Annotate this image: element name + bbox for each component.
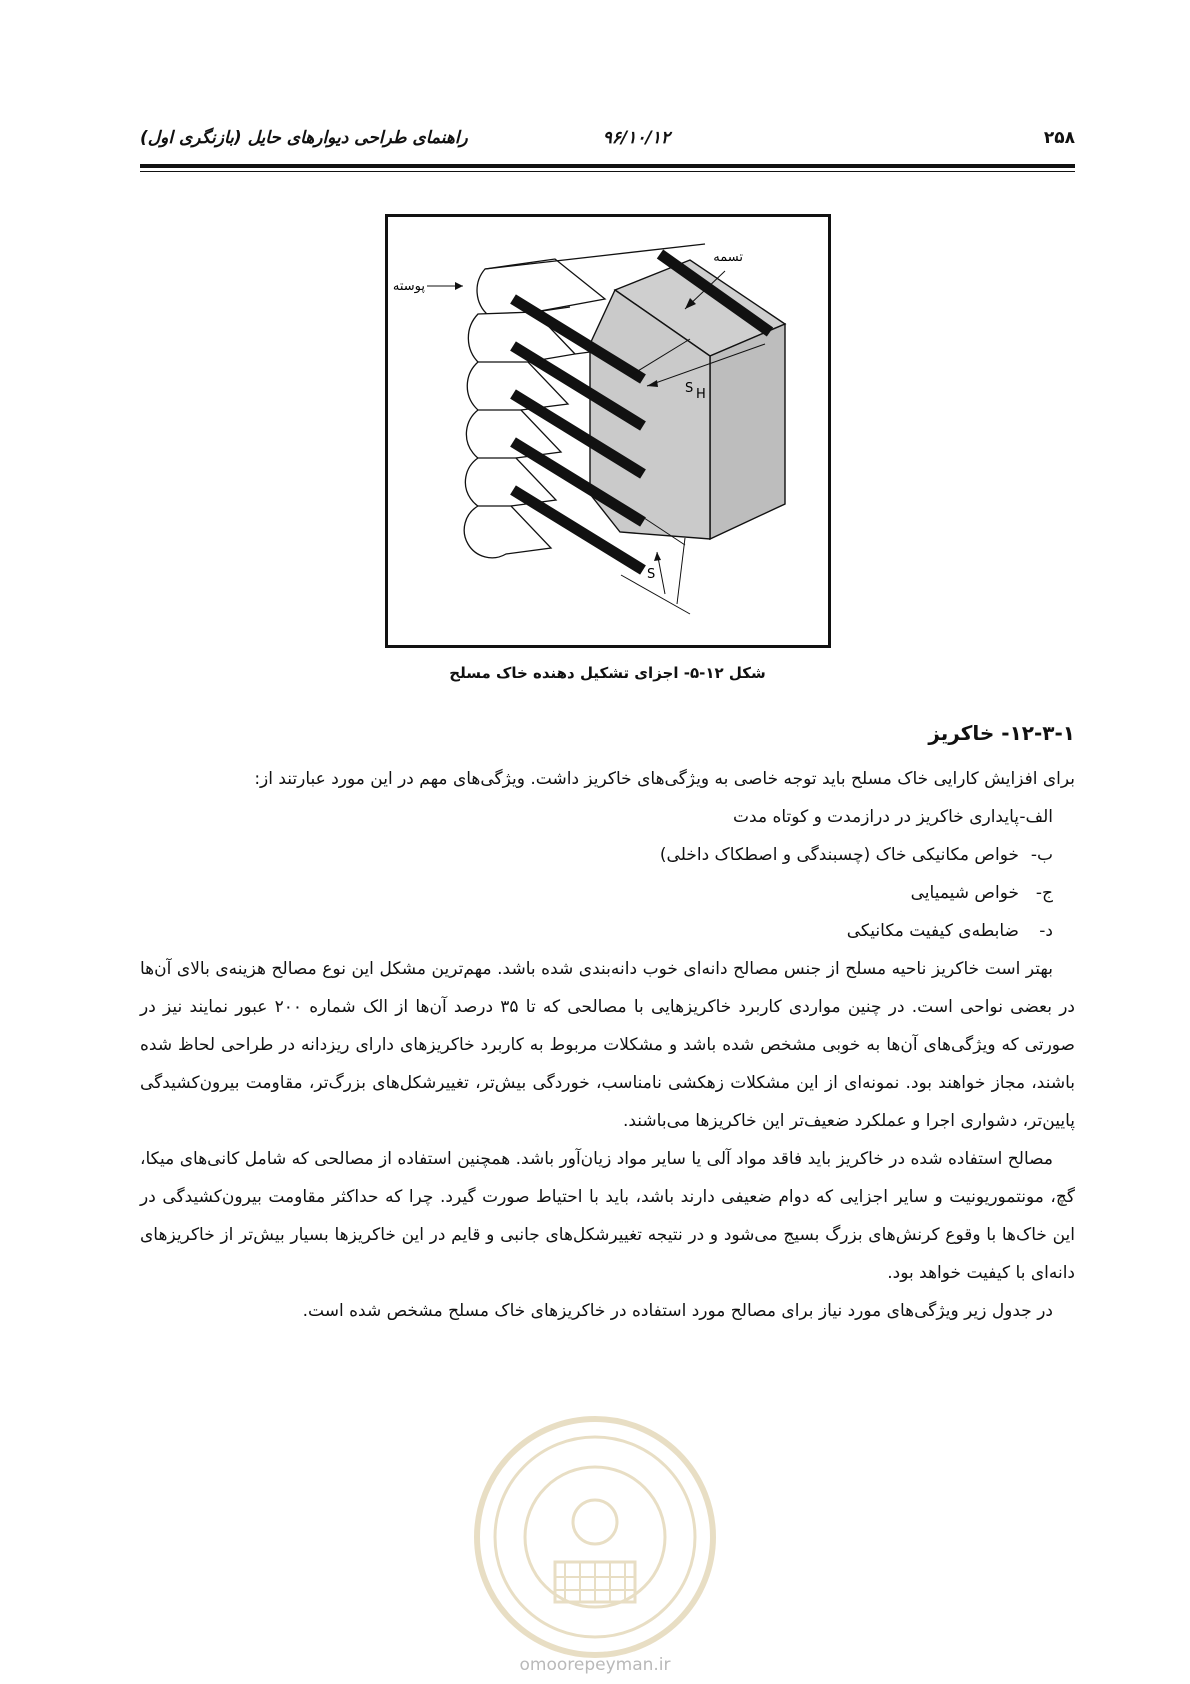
page-header <box>140 128 1075 158</box>
watermark-site: omoorepeyman.ir <box>519 1655 671 1675</box>
paragraph-3: در جدول زیر ویژگی‌های مورد نیاز برای مصالح مورد استفاده در خاکریزهای خاک مسلح مشخص شده است. <box>302 1301 1053 1321</box>
list-text: ضابطه‌ی کیفیت مکانیکی <box>846 921 1019 941</box>
list-text: پایداری خاکریز در درازمدت و کوتاه مدت <box>733 807 1019 827</box>
sh-label-sub: H <box>696 387 706 402</box>
list-text: خواص مکانیکی خاک (چسبندگی و اصطکاک داخلی) <box>659 845 1019 865</box>
header-rule-thin <box>140 171 1075 172</box>
list-item <box>140 874 1075 912</box>
header-title: راهنمای طراحی دیوارهای حایل (بازنگری اول) <box>140 128 468 148</box>
skin-label: پوسته <box>392 279 425 294</box>
list-item <box>140 836 1075 874</box>
section-content <box>140 714 1075 1330</box>
reinforced-soil-figure <box>385 214 831 648</box>
header-rule-thick <box>140 164 1075 168</box>
list-marker: الف- <box>1019 807 1053 827</box>
sh-label: S <box>685 381 694 396</box>
paragraph-1: بهتر است خاکریز ناحیه مسلح از جنس مصالح دانه‌ای خوب دانه‌بندی شده باشد. مهم‌ترین مشکل این نوع مصالح هزینه‌ی بالای آن‌ها در بعضی نواحی است. در چنین مواردی کاربرد خاکریزهایی با مصالحی که تا ۳۵ درصد آن‌ها از الک شماره ۲۰۰ عبور نمایند نیز در صورتی که ویژگی‌های آن‌ها به خوبی مشخص شده باشد و مشکلات مربوط به کاربرد خاکریزهای دارای ریزدانه در طراحی لحاظ شده باشند، مجاز خواهند بود. نمونه‌ای از این مشکلات زهکشی نامناسب، خوردگی بیش‌تر، تغییرشکل‌های بزرگ‌تر، مقاومت بیرون‌کشیدگی پایین‌تر، دشواری اجرا و عملکرد ضعیف‌تر این خاکریزها می‌باشند. <box>140 959 1075 1131</box>
section-intro: برای افزایش کارایی خاک مسلح باید توجه خاصی به ویژگی‌های خاکریز داشت. ویژگی‌های مهم در این مورد عبارتند از: <box>254 769 1075 789</box>
strip-label: تسمه <box>713 250 743 265</box>
header-date: ۹۶/۱۰/۱۲ <box>602 128 670 148</box>
list-item <box>140 798 1075 836</box>
sv-label: S <box>647 567 656 582</box>
list-marker: ب- <box>1030 845 1053 865</box>
list-text: خواص شیمیایی <box>910 883 1019 903</box>
list-item <box>140 912 1075 950</box>
list-marker: د- <box>1039 921 1053 941</box>
paragraph-2: مصالح استفاده شده در خاکریز باید فاقد مواد آلی یا سایر مواد زیان‌آور باشد. همچنین استفاده از مصالحی که شامل کانی‌های میکا، گچ، مونتموریونیت و سایر اجزایی که دوام ضعیفی دارند باشد، باید با احتیاط صورت گیرد. چرا که حداکثر مقاومت بیرون‌کشیدگی در این خاک‌ها با وقوع کرنش‌های بزرگ بسیج می‌شود و در نتیجه تغییرشکل‌های جانبی و قایم در این خاکریزها بسیار بیش‌تر از خاکریزهای دانه‌ای با کیفیت خواهد بود. <box>140 1149 1075 1283</box>
page-number: ۲۵۸ <box>1043 128 1075 148</box>
list-marker: ج- <box>1035 883 1053 903</box>
section-heading: ۱۲-۳-۱- خاکریز <box>928 721 1075 745</box>
seal-watermark-icon <box>470 1412 720 1662</box>
figure-caption: شکل ۱۲-۵- اجزای تشکیل دهنده خاک مسلح <box>449 664 766 682</box>
